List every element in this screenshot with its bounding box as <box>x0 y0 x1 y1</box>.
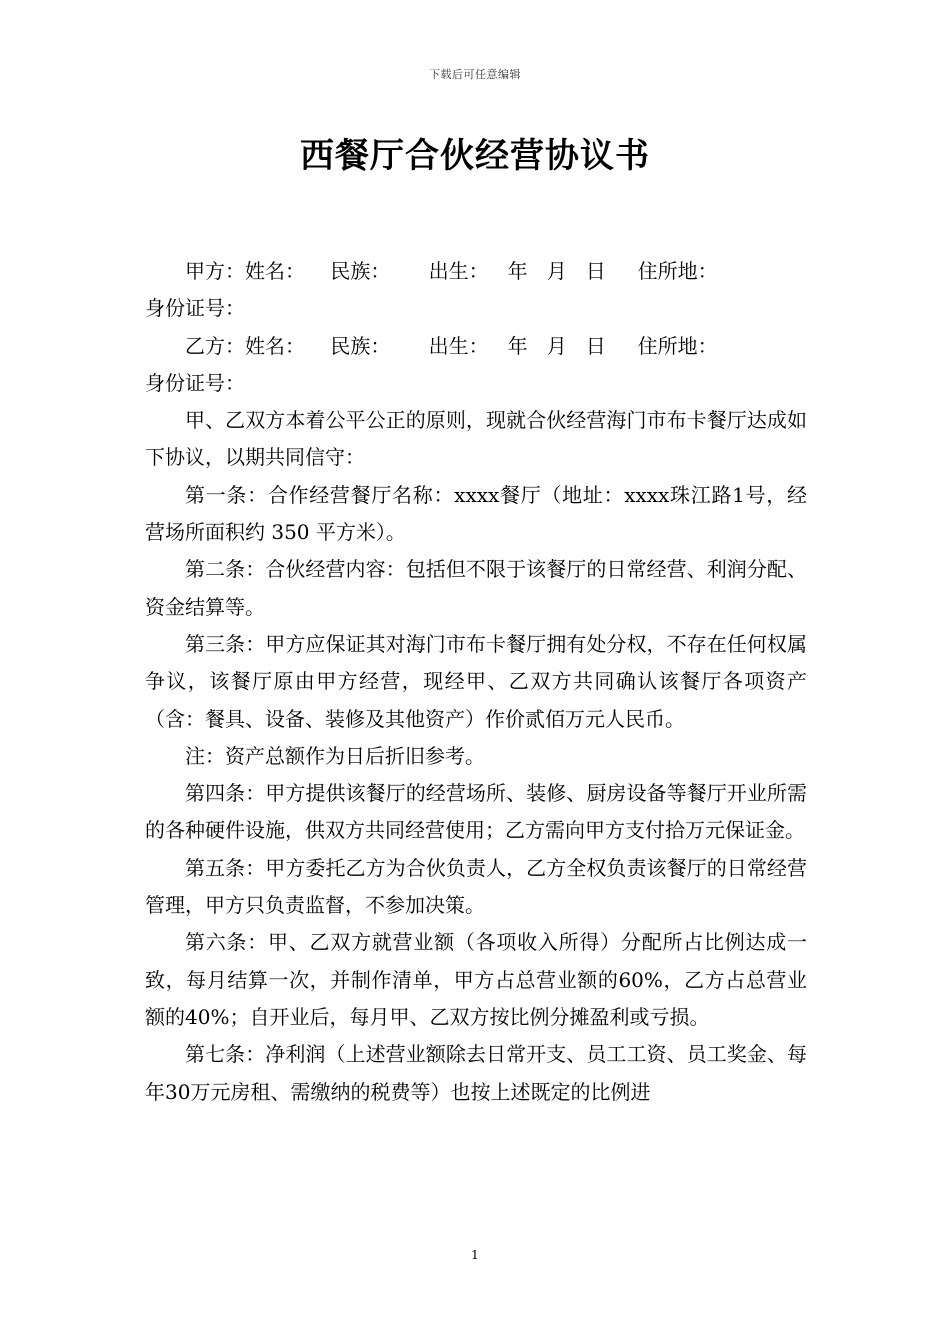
header-note: 下载后可任意编辑 <box>429 68 521 81</box>
article-6: 第六条：甲、乙双方就营业额（各项收入所得）分配所占比例达成一致，每月结算一次，并制作清单，甲方占总营业额的60%，乙方占总营业额的40%；自开业后，每月甲、乙双方按比例分摊盈利或亏损。 <box>145 930 807 1029</box>
party-a-line: 甲方：姓名： 民族： 出生： 年 月 日 住所地： <box>185 259 718 283</box>
article-5: 第五条：甲方委托乙方为合伙负责人，乙方全权负责该餐厅的日常经营管理，甲方只负责监督，不参加决策。 <box>145 855 807 918</box>
document-title: 西餐厅合伙经营协议书 <box>300 136 650 176</box>
article-3: 第三条：甲方应保证其对海门市布卡餐厅拥有处分权，不存在任何权属争议，该餐厅原由甲方经营，现经甲、乙双方共同确认该餐厅各项资产（含：餐具、设备、装修及其他资产）作价贰佰万元人民币。 <box>145 631 807 731</box>
agreement-body <box>145 253 807 1111</box>
article-1: 第一条：合作经营餐厅名称：xxxx餐厅（地址：xxxx珠江路1号，经营场所面积约 350 平方米）。 <box>145 482 807 545</box>
party-b-id: 身份证号： <box>145 370 245 395</box>
article-4: 第四条：甲方提供该餐厅的经营场所、装修、厨房设备等餐厅开业所需的各种硬件设施，供双方共同经营使用；乙方需向甲方支付拾万元保证金。 <box>145 781 807 843</box>
asset-note: 注：资产总额作为日后折旧参考。 <box>185 743 485 768</box>
party-a-id: 身份证号： <box>145 296 245 321</box>
party-b-line: 乙方：姓名： 民族： 出生： 年 月 日 住所地： <box>185 333 718 358</box>
page-number: 1 <box>471 1248 479 1262</box>
intro-paragraph: 甲、乙双方本着公平公正的原则，现就合伙经营海门市布卡餐厅达成如下协议，以期共同信守： <box>145 408 807 470</box>
article-7: 第七条：净利润（上述营业额除去日常开支、员工工资、员工奖金、每年30万元房租、需缴纳的税费等）也按上述既定的比例进 <box>145 1042 807 1104</box>
article-2: 第二条：合伙经营内容：包括但不限于该餐厅的日常经营、利润分配、资金结算等。 <box>145 557 807 619</box>
